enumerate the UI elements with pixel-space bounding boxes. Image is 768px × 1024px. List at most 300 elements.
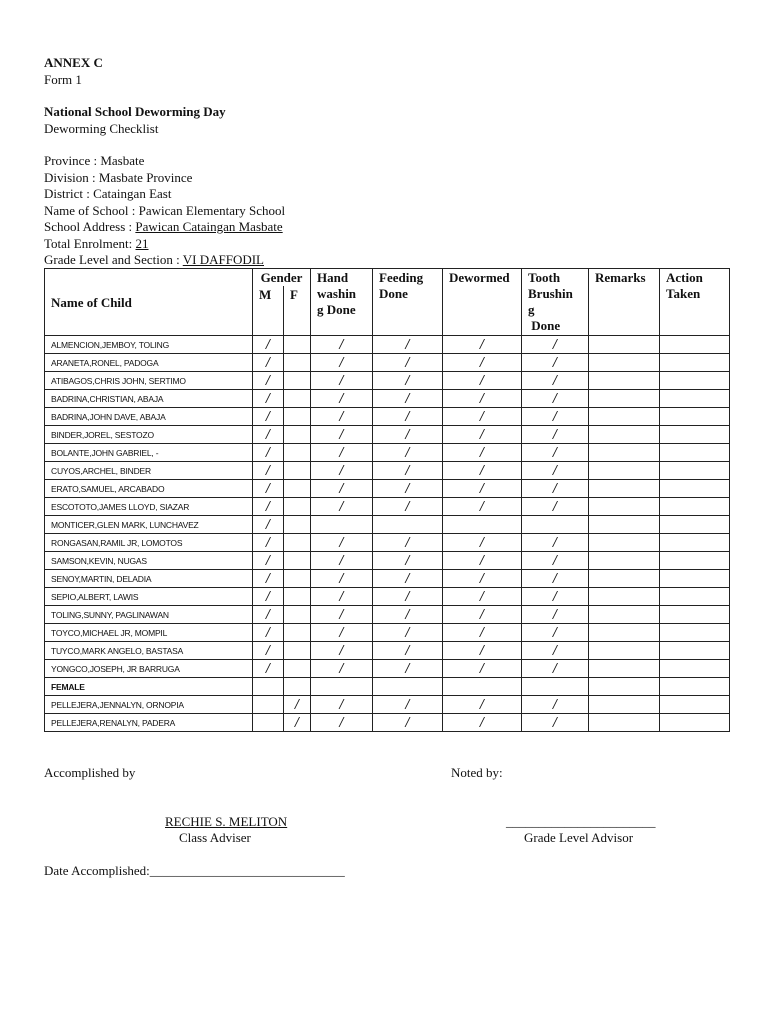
hand-washing-cell <box>311 642 373 660</box>
hand-washing-mark: / <box>339 373 344 387</box>
feeding-done-cell <box>373 408 443 426</box>
gender-f-cell <box>284 426 311 444</box>
table-row <box>45 426 730 444</box>
remarks-cell <box>589 696 660 714</box>
feeding-done-cell <box>373 570 443 588</box>
hand-washing-cell <box>311 408 373 426</box>
remarks-cell <box>589 606 660 624</box>
header-action-taken <box>660 269 730 336</box>
dewormed-cell <box>443 552 522 570</box>
header-dewormed-text: Dewormed <box>449 270 510 285</box>
action-taken-cell <box>660 678 730 696</box>
dewormed-mark: / <box>479 409 485 423</box>
hand-washing-mark: / <box>339 355 344 369</box>
tooth-brushing-cell <box>522 570 589 588</box>
action-taken-cell <box>660 444 730 462</box>
child-name-cell: ARANETA,RONEL, PADOGA <box>45 354 253 372</box>
gender-f-cell <box>284 480 311 498</box>
tooth-brushing-cell <box>522 534 589 552</box>
gender-m-mark: / <box>265 607 271 621</box>
gender-f-cell <box>284 696 311 714</box>
feeding-done-mark: / <box>405 499 410 513</box>
gender-f-mark: / <box>294 697 300 711</box>
feeding-done-mark: / <box>405 715 410 729</box>
feeding-done-mark: / <box>405 571 410 585</box>
header-feeding-line1: Feeding <box>379 270 424 285</box>
dewormed-mark: / <box>479 553 485 567</box>
tooth-brushing-cell <box>522 372 589 390</box>
feeding-done-cell <box>373 390 443 408</box>
gender-m-cell <box>253 642 284 660</box>
hand-washing-cell <box>311 372 373 390</box>
action-taken-cell <box>660 714 730 732</box>
feeding-done-mark: / <box>405 535 410 549</box>
school-value: Pawican Elementary School <box>138 202 286 218</box>
action-taken-cell <box>660 660 730 678</box>
gender-m-mark: / <box>265 517 271 531</box>
gender-f-cell <box>284 534 311 552</box>
table-row <box>45 408 730 426</box>
hand-washing-cell <box>311 678 373 696</box>
gender-f-cell <box>284 642 311 660</box>
dewormed-mark: / <box>479 661 485 675</box>
tooth-brushing-cell <box>522 408 589 426</box>
gender-f-cell <box>284 624 311 642</box>
feeding-done-mark: / <box>405 553 410 567</box>
gender-m-mark: / <box>265 409 271 423</box>
header-hand-line1: Hand <box>317 270 349 285</box>
feeding-done-cell <box>373 552 443 570</box>
adviser-name: RECHIE S. MELITON <box>165 814 288 829</box>
child-name-cell: TUYCO,MARK ANGELO, BASTASA <box>45 642 253 660</box>
table-row <box>45 642 730 660</box>
hand-washing-mark: / <box>339 427 344 441</box>
noted-by-label: Noted by: <box>451 765 503 780</box>
header-tooth-brushing <box>522 269 589 336</box>
child-name-cell: ATIBAGOS,CHRIS JOHN, SERTIMO <box>45 372 253 390</box>
dewormed-mark: / <box>479 571 485 585</box>
tooth-brushing-cell <box>522 552 589 570</box>
gender-m-cell <box>253 498 284 516</box>
feeding-done-cell <box>373 624 443 642</box>
gender-m-cell <box>253 606 284 624</box>
header-gender <box>253 269 311 287</box>
hand-washing-mark: / <box>339 535 344 549</box>
header-hand-washing <box>311 269 373 336</box>
feeding-done-cell <box>373 336 443 354</box>
feeding-done-cell <box>373 714 443 732</box>
feeding-done-cell <box>373 498 443 516</box>
action-taken-cell <box>660 624 730 642</box>
child-name-cell: ERATO,SAMUEL, ARCABADO <box>45 480 253 498</box>
date-accomplished <box>44 863 345 879</box>
remarks-cell <box>589 534 660 552</box>
remarks-cell <box>589 678 660 696</box>
gender-f-cell <box>284 570 311 588</box>
feeding-done-cell <box>373 426 443 444</box>
remarks-cell <box>589 714 660 732</box>
dewormed-mark: / <box>479 355 485 369</box>
feeding-done-mark: / <box>405 337 410 351</box>
gender-m-mark: / <box>265 571 271 585</box>
dewormed-mark: / <box>479 373 485 387</box>
header-feeding-done <box>373 269 443 336</box>
tooth-brushing-mark: / <box>552 715 558 729</box>
hand-washing-cell <box>311 498 373 516</box>
hand-washing-cell <box>311 462 373 480</box>
hand-washing-cell <box>311 660 373 678</box>
header-gender-f <box>284 286 311 336</box>
tooth-brushing-cell <box>522 516 589 534</box>
child-name-cell: ALMENCION,JEMBOY, TOLING <box>45 336 253 354</box>
feeding-done-cell <box>373 588 443 606</box>
table-row <box>45 336 730 354</box>
action-taken-cell <box>660 480 730 498</box>
gender-m-cell <box>253 696 284 714</box>
dewormed-mark: / <box>479 607 485 621</box>
remarks-cell <box>589 336 660 354</box>
form-label: Form 1 <box>44 71 82 87</box>
dewormed-cell <box>443 606 522 624</box>
tooth-brushing-mark: / <box>552 499 558 513</box>
gender-m-cell <box>253 516 284 534</box>
hand-washing-mark: / <box>339 499 344 513</box>
hand-washing-mark: / <box>339 409 344 423</box>
adviser-title: Class Adviser <box>179 830 251 845</box>
gender-m-mark: / <box>265 643 271 657</box>
remarks-cell <box>589 498 660 516</box>
gender-m-cell <box>253 534 284 552</box>
remarks-cell <box>589 624 660 642</box>
grade-value: VI DAFFODIL <box>182 252 264 267</box>
dewormed-cell <box>443 534 522 552</box>
dewormed-cell <box>443 462 522 480</box>
gender-f-cell <box>284 354 311 372</box>
dewormed-mark: / <box>479 391 485 405</box>
dewormed-cell <box>443 714 522 732</box>
remarks-cell <box>589 660 660 678</box>
gender-m-mark: / <box>265 625 271 639</box>
gender-m-mark: / <box>265 445 271 459</box>
child-name-cell: PELLEJERA,JENNALYN, ORNOPIA <box>45 696 253 714</box>
gender-m-cell <box>253 570 284 588</box>
hand-washing-cell <box>311 354 373 372</box>
hand-washing-mark: / <box>339 463 344 477</box>
remarks-cell <box>589 444 660 462</box>
dewormed-mark: / <box>479 463 485 477</box>
gender-f-cell <box>284 606 311 624</box>
date-accomplished-label: Date Accomplished: <box>44 863 150 878</box>
hand-washing-cell <box>311 606 373 624</box>
tooth-brushing-cell <box>522 714 589 732</box>
division-value: Masbate Province <box>98 169 193 185</box>
feeding-done-mark: / <box>405 409 410 423</box>
tooth-brushing-mark: / <box>552 445 558 459</box>
school-line <box>44 203 285 220</box>
header-m-text: M <box>259 287 272 302</box>
dewormed-mark: / <box>479 697 485 711</box>
school-info <box>44 153 285 269</box>
hand-washing-cell <box>311 624 373 642</box>
remarks-cell <box>589 588 660 606</box>
gender-m-mark: / <box>265 661 271 675</box>
child-name-cell: SAMSON,KEVIN, NUGAS <box>45 552 253 570</box>
action-taken-cell <box>660 570 730 588</box>
child-name-cell: BADRINA,JOHN DAVE, ABAJA <box>45 408 253 426</box>
address-value: Pawican Cataingan Masbate <box>135 219 283 234</box>
header-name-of-child <box>45 269 253 336</box>
hand-washing-cell <box>311 336 373 354</box>
feeding-done-mark: / <box>405 697 410 711</box>
action-taken-cell <box>660 408 730 426</box>
table-row <box>45 354 730 372</box>
hand-washing-cell <box>311 588 373 606</box>
action-taken-cell <box>660 588 730 606</box>
dewormed-cell <box>443 696 522 714</box>
tooth-brushing-cell <box>522 480 589 498</box>
hand-washing-cell <box>311 534 373 552</box>
dewormed-cell <box>443 408 522 426</box>
feeding-done-cell <box>373 696 443 714</box>
tooth-brushing-cell <box>522 390 589 408</box>
tooth-brushing-mark: / <box>552 427 558 441</box>
tooth-brushing-cell <box>522 498 589 516</box>
gender-f-cell <box>284 552 311 570</box>
gender-m-cell <box>253 624 284 642</box>
tooth-brushing-cell <box>522 426 589 444</box>
grade-level-advisor-title: Grade Level Advisor <box>524 830 634 845</box>
province-line <box>44 153 285 170</box>
tooth-brushing-mark: / <box>552 391 558 405</box>
grade-level-advisor-signature-line: _______________________ <box>506 814 656 829</box>
child-name-cell: PELLEJERA,RENALYN, PADERA <box>45 714 253 732</box>
gender-m-cell <box>253 426 284 444</box>
tooth-brushing-mark: / <box>552 481 558 495</box>
header-feeding-line2: Done <box>379 286 408 301</box>
dewormed-mark: / <box>479 535 485 549</box>
action-taken-cell <box>660 462 730 480</box>
feeding-done-mark: / <box>405 661 410 675</box>
hand-washing-mark: / <box>339 445 344 459</box>
gender-f-cell <box>284 588 311 606</box>
remarks-cell <box>589 642 660 660</box>
tooth-brushing-cell <box>522 678 589 696</box>
gender-f-cell <box>284 408 311 426</box>
gender-f-cell <box>284 462 311 480</box>
gender-f-cell <box>284 660 311 678</box>
feeding-done-cell <box>373 606 443 624</box>
district-line <box>44 186 285 203</box>
table-row <box>45 516 730 534</box>
feeding-done-mark: / <box>405 625 410 639</box>
feeding-done-cell <box>373 462 443 480</box>
tooth-brushing-mark: / <box>552 409 558 423</box>
tooth-brushing-mark: / <box>552 607 558 621</box>
gender-m-mark: / <box>265 499 271 513</box>
remarks-cell <box>589 552 660 570</box>
hand-washing-cell <box>311 696 373 714</box>
feeding-done-cell <box>373 642 443 660</box>
child-name-cell: MONTICER,GLEN MARK, LUNCHAVEZ <box>45 516 253 534</box>
gender-f-cell <box>284 516 311 534</box>
gender-f-mark: / <box>294 715 300 729</box>
document-subtitle: Deworming Checklist <box>44 120 159 136</box>
province-label: Province : <box>44 153 101 168</box>
document-header <box>44 55 226 137</box>
header-tooth-line2: Brushin <box>528 286 573 301</box>
tooth-brushing-mark: / <box>552 571 558 585</box>
table-row <box>45 588 730 606</box>
feeding-done-cell <box>373 354 443 372</box>
child-name-cell: RONGASAN,RAMIL JR, LOMOTOS <box>45 534 253 552</box>
tooth-brushing-mark: / <box>552 535 558 549</box>
spacer <box>44 88 226 104</box>
feeding-done-cell <box>373 372 443 390</box>
gender-m-cell <box>253 660 284 678</box>
feeding-done-mark: / <box>405 643 410 657</box>
grade-label: Grade Level and Section : <box>44 252 183 267</box>
tooth-brushing-mark: / <box>552 643 558 657</box>
table-row <box>45 552 730 570</box>
gender-m-cell <box>253 462 284 480</box>
feeding-done-cell <box>373 444 443 462</box>
table-row <box>45 624 730 642</box>
hand-washing-cell <box>311 444 373 462</box>
gender-m-cell <box>253 588 284 606</box>
dewormed-cell <box>443 570 522 588</box>
division-line <box>44 170 285 187</box>
header-tooth-line1: Tooth <box>528 270 561 285</box>
tooth-brushing-mark: / <box>552 553 558 567</box>
tooth-brushing-cell <box>522 696 589 714</box>
gender-f-cell <box>284 390 311 408</box>
hand-washing-mark: / <box>339 589 344 603</box>
table-row <box>45 462 730 480</box>
hand-washing-mark: / <box>339 553 344 567</box>
gender-m-mark: / <box>265 535 271 549</box>
dewormed-mark: / <box>479 499 485 513</box>
gender-m-cell <box>253 678 284 696</box>
hand-washing-mark: / <box>339 481 344 495</box>
action-taken-cell <box>660 642 730 660</box>
feeding-done-mark: / <box>405 445 410 459</box>
table-row <box>45 390 730 408</box>
section-header-row <box>45 678 730 696</box>
gender-m-cell <box>253 336 284 354</box>
feeding-done-mark: / <box>405 607 410 621</box>
tooth-brushing-mark: / <box>552 337 558 351</box>
tooth-brushing-cell <box>522 642 589 660</box>
accomplished-by-label: Accomplished by <box>44 765 136 780</box>
gender-m-mark: / <box>265 589 271 603</box>
gender-m-cell <box>253 354 284 372</box>
action-taken-cell <box>660 390 730 408</box>
table-row <box>45 696 730 714</box>
hand-washing-mark: / <box>339 571 344 585</box>
hand-washing-mark: / <box>339 715 344 729</box>
dewormed-cell <box>443 390 522 408</box>
tooth-brushing-mark: / <box>552 625 558 639</box>
feeding-done-mark: / <box>405 373 410 387</box>
action-taken-cell <box>660 516 730 534</box>
hand-washing-cell <box>311 480 373 498</box>
action-taken-cell <box>660 336 730 354</box>
hand-washing-cell <box>311 570 373 588</box>
tooth-brushing-cell <box>522 444 589 462</box>
child-name-cell: YONGCO,JOSEPH, JR BARRUGA <box>45 660 253 678</box>
division-label: Division : <box>44 169 99 185</box>
table-row <box>45 714 730 732</box>
remarks-cell <box>589 462 660 480</box>
district-label: District : <box>44 186 94 201</box>
tooth-brushing-cell <box>522 588 589 606</box>
header-gender-text: Gender <box>260 270 303 285</box>
enrolment-line <box>44 236 285 253</box>
feeding-done-cell <box>373 534 443 552</box>
table-row <box>45 498 730 516</box>
dewormed-cell <box>443 444 522 462</box>
dewormed-cell <box>443 588 522 606</box>
tooth-brushing-mark: / <box>552 463 558 477</box>
document-title: National School Deworming Day <box>44 104 226 119</box>
dewormed-mark: / <box>479 625 485 639</box>
table-row <box>45 660 730 678</box>
dewormed-cell <box>443 516 522 534</box>
gender-m-cell <box>253 714 284 732</box>
feeding-done-cell <box>373 660 443 678</box>
dewormed-cell <box>443 624 522 642</box>
hand-washing-mark: / <box>339 661 344 675</box>
remarks-cell <box>589 408 660 426</box>
action-taken-cell <box>660 354 730 372</box>
remarks-cell <box>589 516 660 534</box>
gender-f-cell <box>284 714 311 732</box>
dewormed-cell <box>443 642 522 660</box>
child-name-cell: BADRINA,CHRISTIAN, ABAJA <box>45 390 253 408</box>
gender-m-cell <box>253 372 284 390</box>
child-name-cell: BINDER,JOREL, SESTOZO <box>45 426 253 444</box>
tooth-brushing-mark: / <box>552 661 558 675</box>
header-gender-m <box>253 286 284 336</box>
header-f-text: F <box>290 287 298 302</box>
dewormed-cell <box>443 426 522 444</box>
header-action-line2: Taken <box>666 286 701 301</box>
hand-washing-mark: / <box>339 697 344 711</box>
header-tooth-line3: g <box>528 302 535 317</box>
dewormed-mark: / <box>479 427 485 441</box>
hand-washing-cell <box>311 552 373 570</box>
action-taken-cell <box>660 372 730 390</box>
header-hand-line3: g Done <box>317 302 356 317</box>
enrolment-label: Total Enrolment: <box>44 235 136 251</box>
hand-washing-cell <box>311 516 373 534</box>
dewormed-cell <box>443 660 522 678</box>
remarks-cell <box>589 354 660 372</box>
feeding-done-mark: / <box>405 589 410 603</box>
school-label: Name of School : <box>44 202 139 218</box>
gender-m-cell <box>253 480 284 498</box>
header-remarks-text: Remarks <box>595 270 646 285</box>
header-remarks <box>589 269 660 336</box>
table-row <box>45 444 730 462</box>
gender-m-cell <box>253 390 284 408</box>
dewormed-mark: / <box>479 445 485 459</box>
action-taken-cell <box>660 498 730 516</box>
remarks-cell <box>589 372 660 390</box>
hand-washing-mark: / <box>339 643 344 657</box>
gender-f-cell <box>284 498 311 516</box>
gender-m-mark: / <box>265 553 271 567</box>
